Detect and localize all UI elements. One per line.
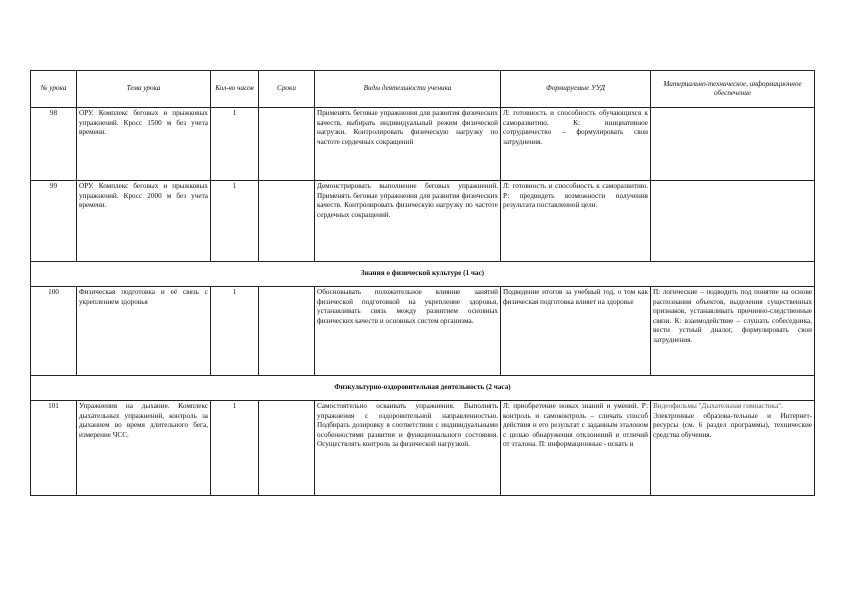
lesson-activities: Демонстрировать выполнение беговых упражнений. Применять беговые упражнения для развития физических качеств. Контролировать физическую нагрузку по частоте сердечных сокращений. bbox=[315, 181, 501, 262]
lesson-hours: 1 bbox=[211, 287, 259, 376]
lesson-topic: Упражнения на дыхание. Комплекс дыхательных упражнений, контроль за дыханием во время длительного бега, измерение ЧСС. bbox=[77, 401, 211, 496]
table-row bbox=[31, 401, 815, 496]
header-num: № урока bbox=[31, 71, 77, 108]
lesson-uud: Л: готовность и способность обучающихся к саморазвитию. К: инициативное сотрудничество – формулировать свои затруднения. bbox=[501, 108, 651, 181]
lesson-material bbox=[651, 181, 815, 262]
material-resources: Электронные образова-тельные и Интернет-ресурсы (см. 6 раздел программы), технические средства обучения. bbox=[653, 411, 812, 439]
lesson-topic: ОРУ. Комплекс беговых и прыжковых упражнений. Кросс 2000 м без учета времени. bbox=[77, 181, 211, 262]
header-count: Кол-во часов bbox=[211, 71, 259, 108]
section-title-health: Физкультурно-оздоровительная деятельность (2 часа) bbox=[31, 376, 815, 401]
lesson-topic: ОРУ. Комплекс беговых и прыжковых упражнений. Кросс 1500 м без учета времени. bbox=[77, 108, 211, 181]
lesson-activities: Применять беговые упражнения для развития физических качеств, выбирать индивидуальный режим физической нагрузки. Контролировать физическую нагрузку по частоте сердечных сокращений bbox=[315, 108, 501, 181]
section-row bbox=[31, 376, 815, 401]
table-row bbox=[31, 108, 815, 181]
lesson-activities: Обосновывать положительное влияние занятий физической подготовкой на укрепление здоровья, устанавливать связь между развитием основных физических качеств и основных систем организма. bbox=[315, 287, 501, 376]
lesson-number: 99 bbox=[31, 181, 77, 262]
lesson-dates bbox=[259, 287, 315, 376]
section-row bbox=[31, 262, 815, 287]
lesson-hours: 1 bbox=[211, 108, 259, 181]
table-row bbox=[31, 181, 815, 262]
header-topic: Тема урока bbox=[77, 71, 211, 108]
lesson-dates bbox=[259, 401, 315, 496]
lesson-topic: Физическая подготовка и её связь с укреплением здоровья bbox=[77, 287, 211, 376]
header-uud: Формируемые УУД bbox=[501, 71, 651, 108]
lesson-number: 100 bbox=[31, 287, 77, 376]
header-row bbox=[31, 71, 815, 108]
material-video-note: Видеофильмы "Дыхательная гимнастика". bbox=[653, 402, 783, 410]
lesson-hours: 1 bbox=[211, 401, 259, 496]
header-material: Материально-техническое, информационное обеспечение bbox=[651, 71, 815, 108]
lesson-number: 101 bbox=[31, 401, 77, 496]
table-row bbox=[31, 287, 815, 376]
lesson-uud: Л: приобретение новых знаний и умений. Р: контроль и самоконтроль – сличать способ действия и его результат с заданным эталоном с целью обнаружения отклонений и отличий от эталона. П: информационные - искать и bbox=[501, 401, 651, 496]
lesson-activities: Самостоятельно осваивать упражнения. Выполнять упражнения с оздоровительной направленностью. Подбирать дозировку в соответствии с индивидуальными особенностями развития и функционального состояния. Осуществлять контроль за физической нагрузкой. bbox=[315, 401, 501, 496]
lesson-uud: Л: готовность и способность к саморазвитию. Р: предвидеть возможности получения результата поставленной цели. bbox=[501, 181, 651, 262]
lesson-uud: Подведение итогов за учебный год, о том как физическая подготовка влияет на здоровье bbox=[501, 287, 651, 376]
lesson-material bbox=[651, 108, 815, 181]
section-title-knowledge: Знания о физической культуре (1 час) bbox=[31, 262, 815, 287]
header-dates: Сроки bbox=[259, 71, 315, 108]
lesson-dates bbox=[259, 108, 315, 181]
lesson-plan-table bbox=[30, 70, 815, 496]
lesson-number: 98 bbox=[31, 108, 77, 181]
lesson-material: П: логические – подводить под понятие на основе распознания объектов, выделения существенных признаков, устанавливать причинно-следственные связи. К: взаимодействие – слушать собеседника, вести устный диалог, формулировать свои затруднения. bbox=[651, 287, 815, 376]
lesson-material bbox=[651, 401, 815, 496]
lesson-hours: 1 bbox=[211, 181, 259, 262]
lesson-dates bbox=[259, 181, 315, 262]
header-activities: Виды деятельности ученика bbox=[315, 71, 501, 108]
